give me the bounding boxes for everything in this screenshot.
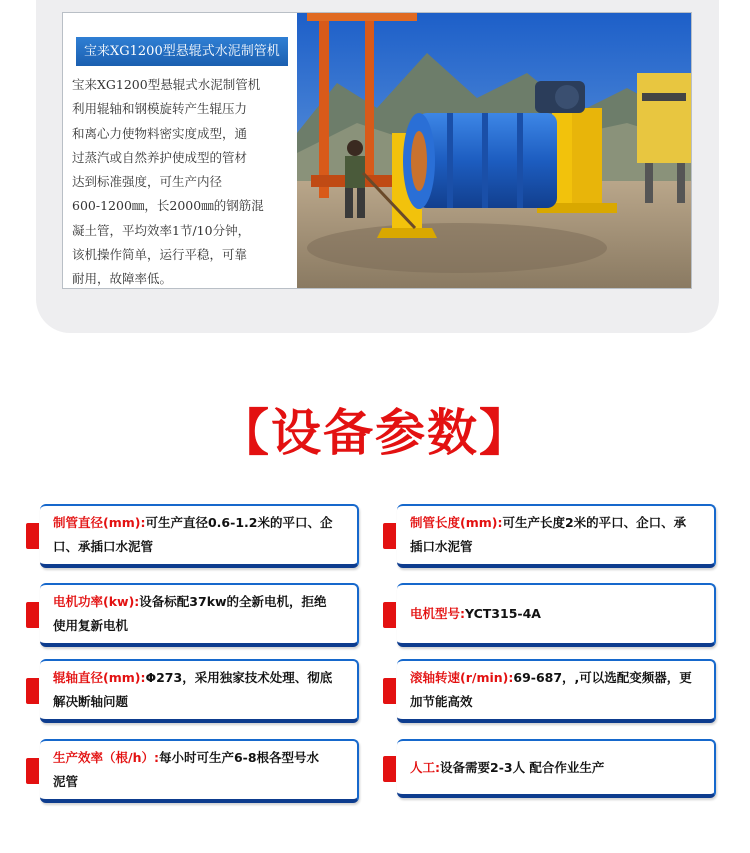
param-value: Φ273，采用独家技术处理、彻底 — [145, 670, 333, 685]
param-value: 每小时可生产6-8根各型号水 — [158, 750, 320, 765]
param-value: 69-687，,可以选配变频器，更 — [513, 670, 692, 685]
red-accent-tab — [26, 523, 39, 549]
param-value: 可生产长度2米的平口、企口、承 — [502, 515, 687, 530]
param-value-cont: 泥管 — [53, 774, 79, 789]
param-label: 制管长度(mm): — [410, 515, 503, 530]
product-card — [62, 12, 692, 289]
product-text-column — [63, 13, 297, 288]
param-value: YCT315-4A — [465, 606, 541, 621]
param-value: 设备标配37kw的全新电机，拒绝 — [139, 594, 327, 609]
product-title-badge: 宝来XG1200型悬辊式水泥制管机 — [76, 37, 288, 66]
param-pipe-length — [397, 504, 716, 568]
red-accent-tab — [26, 678, 39, 704]
param-text — [53, 661, 351, 719]
param-text — [410, 661, 708, 719]
red-accent-tab — [383, 678, 396, 704]
param-text — [410, 506, 708, 564]
red-accent-tab — [26, 758, 39, 784]
machine-photo — [297, 13, 691, 288]
description-line: 和离心力使物料密实度成型，通 — [72, 125, 248, 141]
red-accent-tab — [383, 756, 396, 782]
product-description — [72, 73, 290, 289]
param-motor-model — [397, 583, 716, 647]
param-label: 生产效率（根/h）: — [53, 750, 159, 765]
param-motor-power — [40, 583, 359, 647]
description-line: 达到标准强度，可生产内径 — [72, 174, 223, 190]
param-label: 电机功率(kw): — [53, 594, 140, 609]
description-line: 该机操作简单，运行平稳，可靠 — [72, 247, 248, 263]
param-production-efficiency — [40, 739, 359, 803]
param-text — [410, 585, 708, 643]
description-line: 过蒸汽或自然养护使成型的管材 — [72, 149, 248, 165]
param-text — [53, 585, 351, 643]
param-text — [53, 506, 351, 564]
param-value: 可生产直径0.6-1.2米的平口、企 — [145, 515, 333, 530]
description-line: 耐用，故障率低。 — [72, 271, 173, 287]
param-labor — [397, 739, 716, 798]
description-line: 600-1200㎜，长2000㎜的钢筋混 — [72, 198, 264, 214]
section-heading: 【设备参数】 — [219, 404, 531, 462]
param-label: 滚轴转速(r/min): — [410, 670, 514, 685]
param-text — [410, 741, 708, 794]
param-value-cont: 使用复新电机 — [53, 618, 129, 633]
param-value-cont: 加节能高效 — [410, 694, 473, 709]
description-line: 利用辊轴和钢模旋转产生辊压力 — [72, 101, 248, 117]
red-accent-tab — [383, 602, 396, 628]
param-value: 设备需要2-3人 配合作业生产 — [440, 759, 605, 775]
param-label: 人工: — [410, 759, 440, 775]
red-accent-tab — [26, 602, 39, 628]
param-value-cont: 插口水泥管 — [410, 539, 473, 554]
param-value-cont: 口、承插口水泥管 — [53, 539, 154, 554]
param-pipe-diameter — [40, 504, 359, 568]
param-text — [53, 741, 351, 799]
param-roller-speed — [397, 659, 716, 723]
param-label: 辊轴直径(mm): — [53, 670, 146, 685]
red-accent-tab — [383, 523, 396, 549]
param-value-cont: 解决断轴问题 — [53, 694, 129, 709]
description-line: 凝土管，平均效率1节/10分钟， — [72, 222, 251, 238]
param-roller-diameter — [40, 659, 359, 723]
description-line: 宝来XG1200型悬辊式水泥制管机 — [72, 77, 261, 92]
param-label: 电机型号: — [410, 606, 465, 621]
param-label: 制管直径(mm): — [53, 515, 146, 530]
